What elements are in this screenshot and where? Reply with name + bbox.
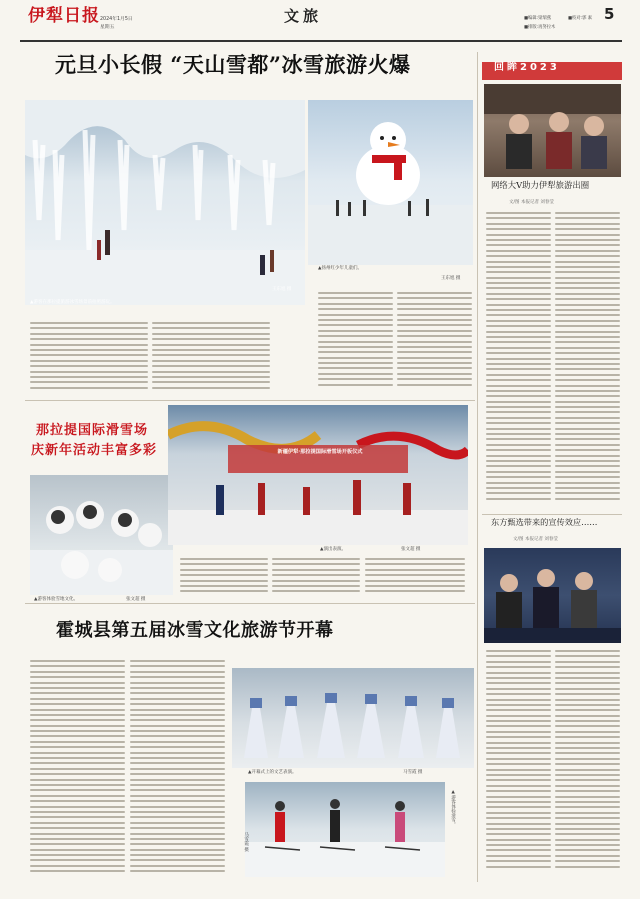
- photo4-credit: 张文超 摄: [401, 547, 421, 552]
- photo3-credit: 张文超 摄: [126, 597, 146, 602]
- mid-article-col2: [272, 558, 360, 598]
- photo2-caption: ▲扬州红少年儿童们。: [318, 266, 362, 271]
- photo3-caption: ▲游客体验雪地文化。: [34, 597, 78, 602]
- newspaper-masthead: 伊犁日报: [28, 6, 100, 26]
- snow-figures-photo: [30, 475, 173, 595]
- photo2-credit: 王东旭 摄: [441, 276, 461, 281]
- sidebar-banner-text: 回眸2023: [494, 62, 560, 73]
- sidebar-divider: [482, 514, 622, 515]
- sidebar-story1-byline: 文/图 本报记者 刘春莹: [509, 200, 554, 205]
- sidebar-story2-col1: [486, 650, 551, 878]
- photo6-credit: 马雪霞 摄: [243, 832, 249, 852]
- section-divider: [25, 400, 475, 401]
- photo1-credit: 王东旭 摄: [272, 287, 292, 292]
- photo4-caption: ▲演出表演。: [320, 547, 346, 552]
- ice-cave-photo: [25, 100, 305, 305]
- issue-weekday: 星期五: [100, 25, 115, 30]
- sidebar-story2-col2: [555, 650, 620, 878]
- mid-article-col3: [365, 558, 465, 598]
- sidebar-story1-title: 网络大V助力伊犁旅游出圈: [491, 180, 590, 190]
- photo6-caption: ▲游客体验滑雪。: [450, 790, 456, 827]
- dancers-photo: [232, 668, 474, 768]
- snowman-photo: [308, 100, 473, 265]
- top-article-col4: [397, 292, 472, 396]
- sidebar-story1-col2: [555, 212, 620, 510]
- livestream-photo: [484, 548, 621, 643]
- bottom-article-col1: [30, 660, 125, 880]
- section-name: 文旅: [284, 7, 323, 25]
- photo5-caption: ▲开幕式上的文艺表演。: [248, 770, 297, 775]
- top-article-col2: [152, 322, 270, 396]
- stage-performance-photo: [168, 405, 468, 545]
- photo1-caption: ▲游客在那拉提旅游冰雪场景前拍照游玩。: [30, 300, 115, 305]
- main-headline: 元旦小长假 “天山雪都”冰雪旅游火爆: [55, 52, 411, 77]
- column-divider: [477, 52, 478, 882]
- stage-banner-text: 新疆伊犁·那拉提国际滑雪场开板仪式: [277, 449, 363, 455]
- art-title-line2: 庆新年活动丰富多彩: [31, 443, 158, 458]
- page-number: 5: [604, 5, 615, 23]
- layout-credit: ■排版:再努拉木: [524, 25, 556, 30]
- bottom-headline: 霍城县第五届冰雪文化旅游节开幕: [56, 620, 334, 641]
- editor-credit: ■编辑:梁瑞燕: [524, 16, 551, 21]
- proofreader-credit: ■校对:郭 素: [568, 16, 593, 21]
- masthead-rule: [20, 40, 622, 42]
- issue-date: 2024年1月5日: [100, 17, 133, 22]
- top-article-col1: [30, 322, 148, 396]
- bottom-article-col2: [130, 660, 225, 880]
- photo5-credit: 马雪霞 摄: [403, 770, 423, 775]
- sidebar-story1-col1: [486, 212, 551, 510]
- art-title-line1: 那拉提国际滑雪场: [36, 423, 149, 438]
- influencer-photo: [484, 84, 621, 177]
- sidebar-story2-title: 东方甄选带来的宣传效应……: [491, 517, 598, 527]
- bottom-divider: [25, 603, 475, 604]
- sidebar-story2-byline: 文/图 本报记者 刘春莹: [513, 537, 558, 542]
- skiers-photo: [245, 782, 445, 877]
- mid-article-col1: [180, 558, 268, 598]
- top-article-col3: [318, 292, 393, 396]
